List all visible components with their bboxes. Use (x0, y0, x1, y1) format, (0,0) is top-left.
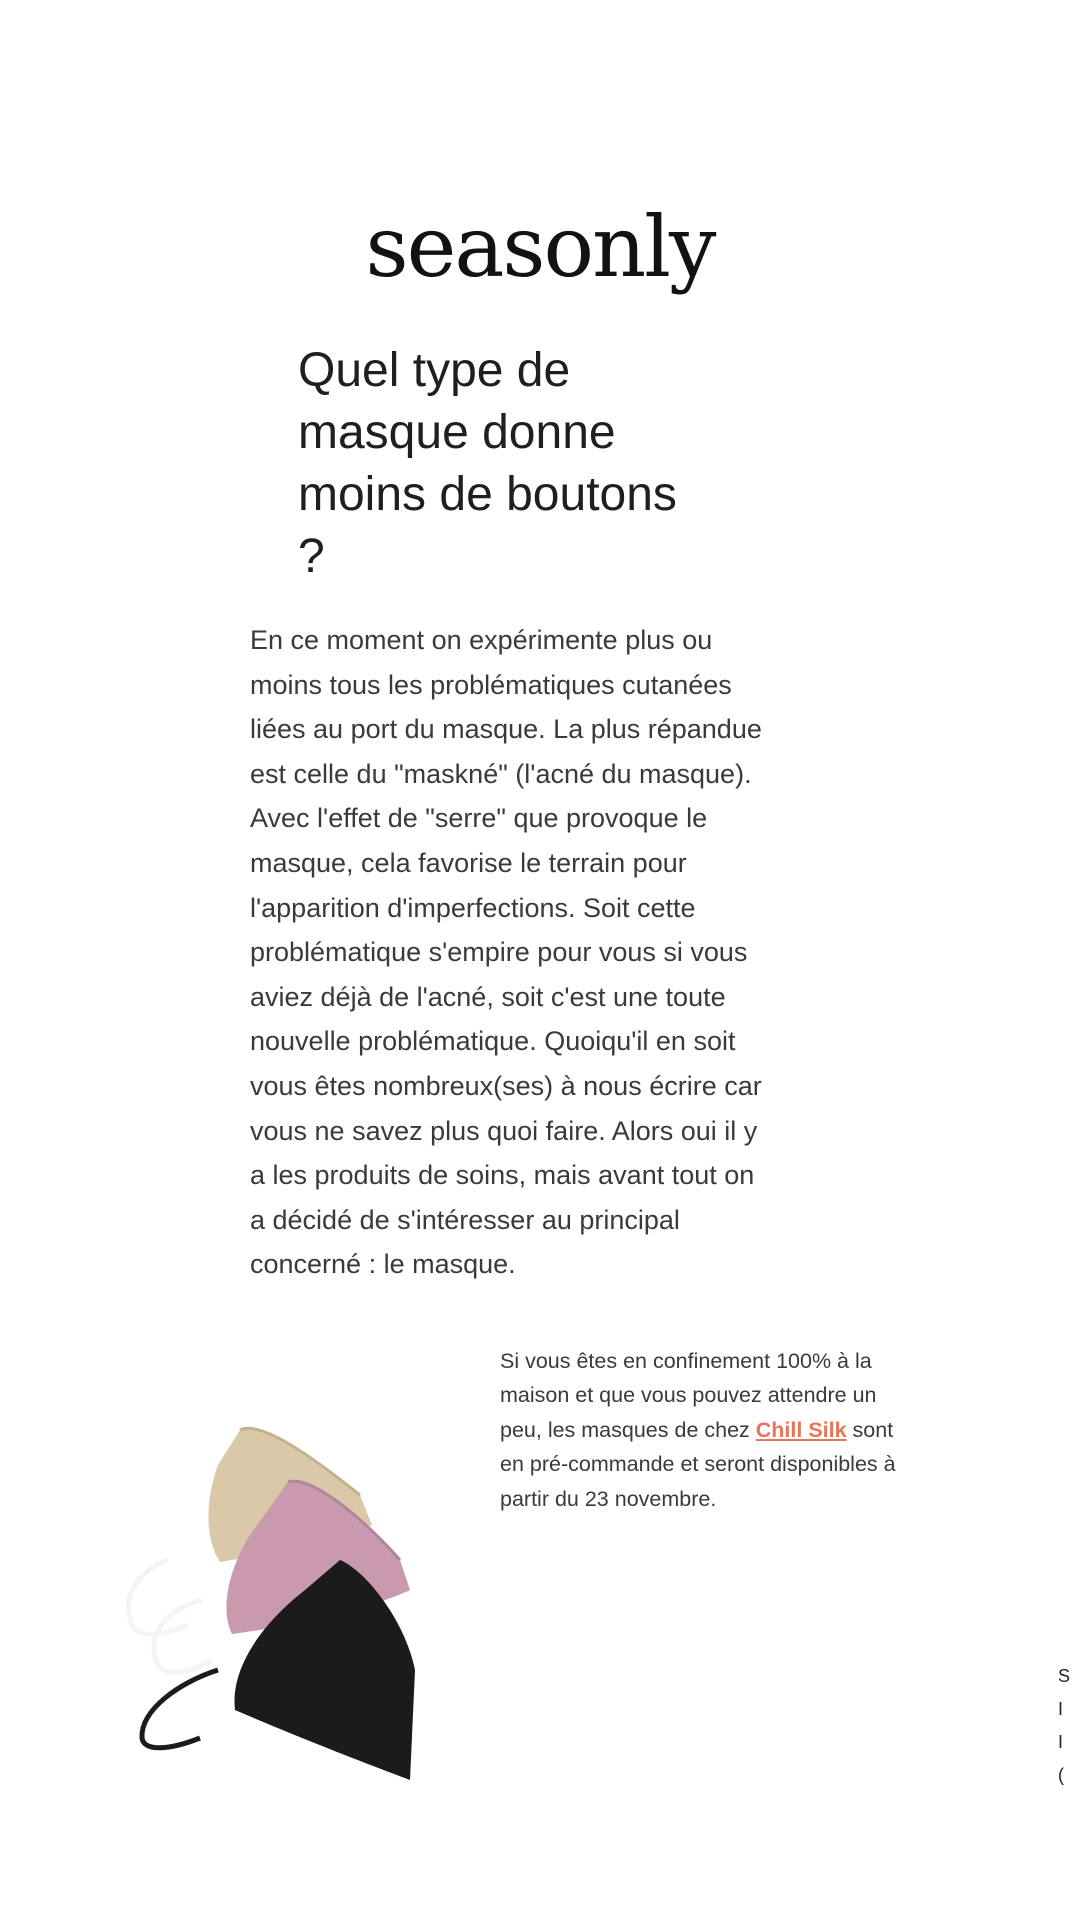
title-line: ? (298, 530, 325, 583)
mask-strap (142, 1670, 218, 1748)
body-line: concerné : le masque. (250, 1249, 516, 1280)
silk-masks-image (110, 1420, 450, 1790)
edge-glyph: S (1058, 1666, 1071, 1686)
edge-glyph: ( (1058, 1765, 1064, 1785)
body-line: Avec l'effet de "serre" que provoque le (250, 803, 708, 834)
body-line: est celle du "maskné" (l'acné du masque). (250, 758, 752, 789)
title-line: moins de boutons (298, 468, 677, 521)
note-line: partir du 23 novembre. (500, 1486, 717, 1511)
note-line: en pré-commande et seront disponibles à (500, 1452, 896, 1477)
note-line: Si vous êtes en confinement 100% à la (500, 1349, 872, 1373)
body-line: liées au port du masque. La plus répandue (250, 714, 762, 745)
body-line: a décidé de s'intéresser au principal (250, 1204, 680, 1235)
body-line: aviez déjà de l'acné, soit c'est une toute (250, 981, 726, 1012)
body-line: vous êtes nombreux(ses) à nous écrire car (250, 1070, 762, 1101)
note-text: peu, les masques de chez (500, 1417, 756, 1442)
title-line: Quel type de (298, 344, 571, 397)
mask-strap (154, 1600, 212, 1672)
body-line: a les produits de soins, mais avant tout on (250, 1160, 755, 1191)
brand-logo: seasonly (365, 198, 715, 296)
edge-glyph: I (1058, 1699, 1064, 1719)
next-slide-edge (1058, 1660, 1080, 1792)
body-line: moins tous les problématiques cutanées (250, 669, 732, 700)
chill-silk-link[interactable]: Chill Silk (755, 1417, 847, 1442)
note-line (500, 1413, 960, 1447)
title-line: masque donne (298, 406, 616, 459)
note-line: maison et que vous pouvez attendre un (500, 1383, 877, 1408)
body-line: vous ne savez plus quoi faire. Alors oui il y (250, 1115, 758, 1146)
body-line: masque, cela favorise le terrain pour (250, 847, 687, 878)
product-note (500, 1344, 960, 1516)
note-text: sont (846, 1417, 894, 1442)
article-title (298, 340, 818, 588)
body-line: En ce moment on expérimente plus ou (250, 625, 713, 655)
edge-glyph: I (1058, 1732, 1064, 1752)
body-line: nouvelle problématique. Quoiqu'il en soit (250, 1026, 736, 1057)
article-body (250, 618, 850, 1287)
body-line: l'apparition d'imperfections. Soit cette (250, 892, 696, 923)
mask-strap (128, 1560, 188, 1634)
body-line: problématique s'empire pour vous si vous (250, 937, 748, 968)
